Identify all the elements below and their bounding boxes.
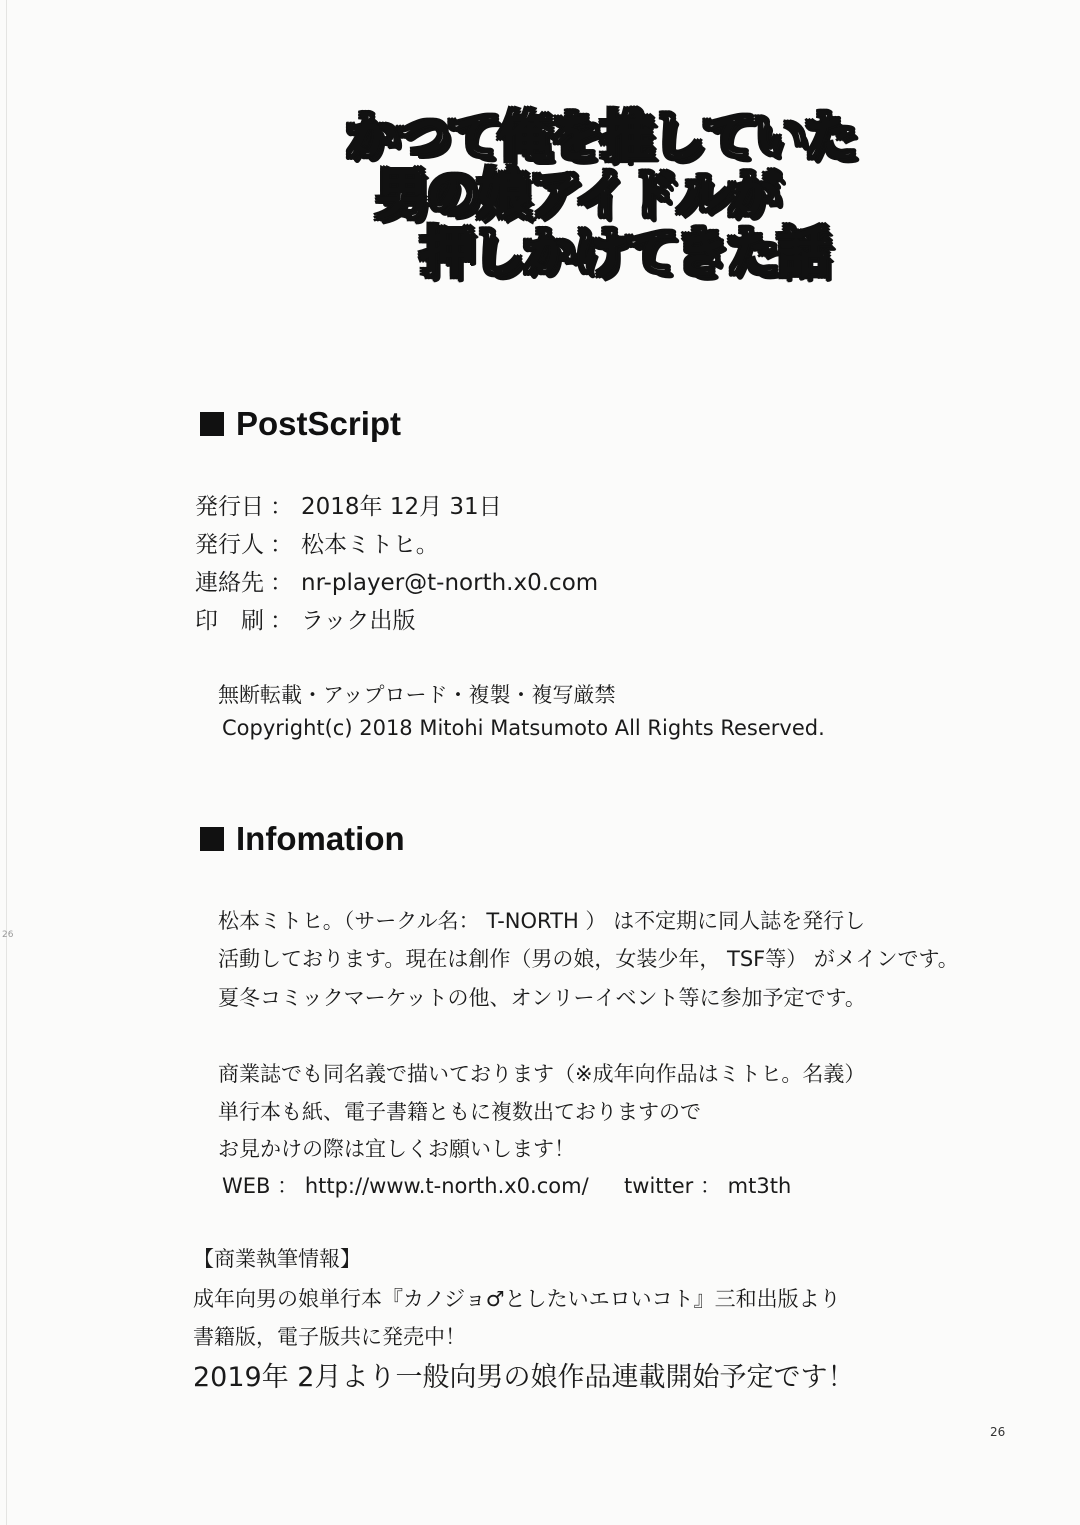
margin-page-mark: 26 bbox=[2, 930, 14, 940]
colophon-key: 印 刷 bbox=[195, 608, 264, 634]
colophon-value: 松本ミトヒ。 bbox=[301, 532, 439, 558]
postscript-heading bbox=[200, 405, 401, 443]
colophon-row-printer bbox=[195, 602, 416, 635]
twitter-sep: ： bbox=[699, 1174, 721, 1198]
title-logo-line-1: かつて俺を推していた bbox=[345, 105, 855, 168]
colophon-sep: ： bbox=[270, 608, 293, 634]
commercial-heading: 【商業執筆情報】 bbox=[193, 1247, 361, 1271]
title-logo-line-3: 押しかけてきた話 bbox=[420, 221, 828, 284]
web-label: WEB bbox=[222, 1174, 271, 1198]
colophon-value: ラック出版 bbox=[301, 608, 416, 634]
commercial-line-1: 成年向男の娘単行本『カノジョ♂としたいエロいコト』三和出版より bbox=[193, 1287, 841, 1311]
heading-square-icon bbox=[200, 827, 224, 851]
web-url-link[interactable]: http://www.t-north.x0.com/ bbox=[304, 1174, 589, 1198]
colophon-row-date bbox=[195, 488, 502, 521]
twitter-handle-link[interactable]: mt3th bbox=[727, 1174, 792, 1198]
contact-email[interactable]: nr-player@t-north.x0.com bbox=[301, 570, 599, 596]
commercial-line-2: 書籍版，電子版共に発売中！ bbox=[193, 1325, 466, 1349]
commercial-line-3: 2019年 2月より一般向男の娘作品連載開始予定です！ bbox=[193, 1362, 855, 1393]
postscript-heading-text: PostScript bbox=[236, 405, 402, 442]
title-logo bbox=[345, 105, 995, 284]
colophon-key: 連絡先 bbox=[195, 570, 264, 596]
heading-square-icon bbox=[200, 412, 224, 436]
colophon-key: 発行人 bbox=[195, 532, 264, 558]
info-para2-line-3: お見かけの際は宜しくお願いします！ bbox=[218, 1137, 575, 1161]
scan-edge-line bbox=[6, 0, 7, 1525]
info-para2-line-2: 単行本も紙、電子書籍ともに複数出ておりますので bbox=[218, 1100, 701, 1124]
reproduction-notice: 無断転載・アップロード・複製・複写厳禁 bbox=[218, 683, 616, 707]
page-number: 26 bbox=[990, 1425, 1006, 1439]
colophon-sep: ： bbox=[270, 532, 293, 558]
colophon-row-publisher bbox=[195, 526, 439, 559]
info-para2-line-1: 商業誌でも同名義で描いております（※成年向作品はミトヒ。名義） bbox=[218, 1062, 866, 1086]
info-para1-line-2: 活動しております。現在は創作（男の娘，女装少年， TSF等） がメインです。 bbox=[218, 947, 959, 971]
colophon-sep: ： bbox=[270, 494, 293, 520]
colophon-row-contact bbox=[195, 564, 598, 597]
web-sep: ： bbox=[277, 1174, 299, 1198]
info-para1-line-1: 松本ミトヒ。（サークル名： T-NORTH ） は不定期に同人誌を発行し bbox=[218, 909, 866, 933]
information-heading bbox=[200, 820, 405, 858]
colophon-key: 発行日 bbox=[195, 494, 264, 520]
twitter-label: twitter bbox=[624, 1174, 694, 1198]
info-para1-line-3: 夏冬コミックマーケットの他、オンリーイベント等に参加予定です。 bbox=[218, 986, 866, 1010]
web-twitter-line bbox=[222, 1170, 791, 1200]
colophon-sep: ： bbox=[270, 570, 293, 596]
title-logo-line-2: 男の娘アイドルが bbox=[375, 163, 779, 226]
information-heading-text: Infomation bbox=[236, 820, 405, 857]
copyright-line: Copyright(c) 2018 Mitohi Matsumoto All Rights Reserved. bbox=[222, 716, 825, 740]
colophon-value: 2018年 12月 31日 bbox=[301, 494, 502, 520]
